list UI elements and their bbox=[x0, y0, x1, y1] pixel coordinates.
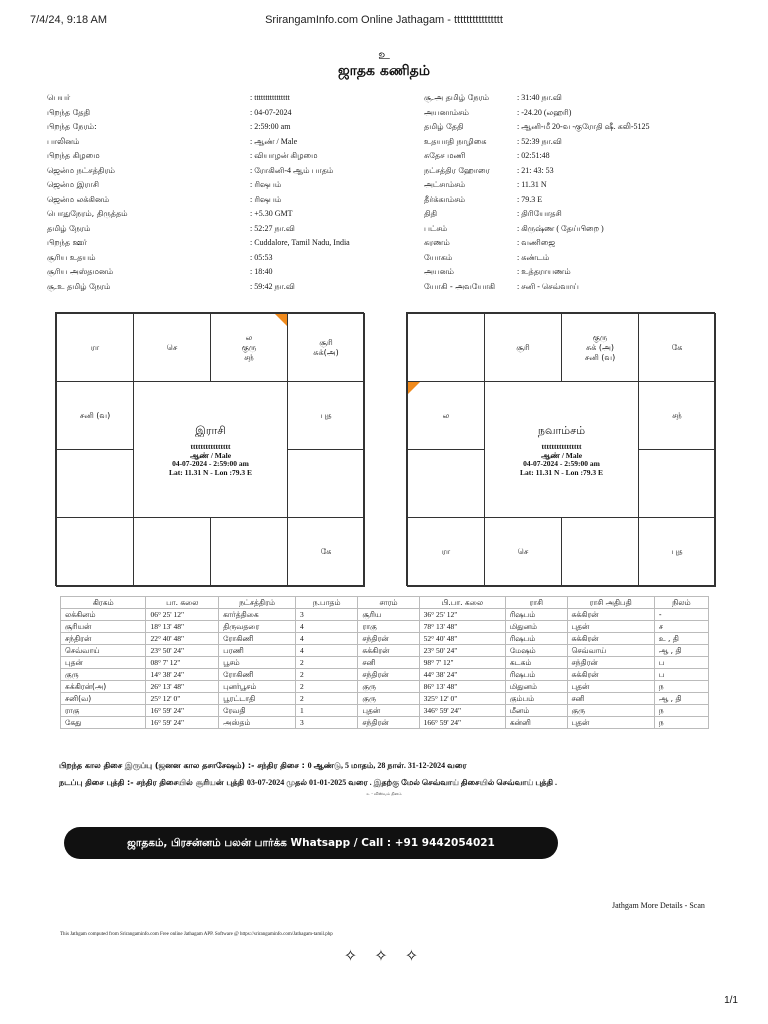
rasi-house-simmam bbox=[287, 449, 365, 518]
table-cell: சுக்கிரன் bbox=[567, 669, 654, 681]
info-label: ஜென்ம நட்சத்திரம் bbox=[47, 165, 115, 175]
table-row bbox=[61, 669, 709, 681]
nav-house-kadagam bbox=[638, 381, 716, 450]
table-cell: ந bbox=[654, 705, 708, 717]
table-cell: செவ்வாய் bbox=[61, 645, 146, 657]
info-value: : ரிஷபம் bbox=[250, 194, 282, 204]
page-number: 1/1 bbox=[724, 995, 738, 1006]
nav-house-mithunam bbox=[638, 313, 716, 382]
column-header: பி.பா. கலை bbox=[419, 597, 505, 609]
footer-note: This Jathgam computed from Srirangaminfo.com Free online Jathagam APP. Software @ https://srirangaminfo.com/Jathagam-tamil.php bbox=[60, 932, 333, 937]
table-cell: சந்திரன் bbox=[358, 633, 419, 645]
rasi-center bbox=[133, 381, 288, 518]
info-value: : 31:40 நா.வி bbox=[517, 93, 562, 102]
table-cell: புதன் bbox=[567, 621, 654, 633]
info-label: நட்சத்திர ஹோரை bbox=[424, 165, 490, 175]
info-value: : 05:53 bbox=[250, 252, 273, 262]
column-header: பா. கலை bbox=[146, 597, 219, 609]
rasi-house-kumbam bbox=[56, 381, 134, 450]
planet-label: ல bbox=[442, 410, 450, 420]
rasi-house-mesham bbox=[133, 313, 211, 382]
planet-label: ரா bbox=[90, 342, 100, 352]
table-cell: 16° 59' 24" bbox=[146, 705, 219, 717]
dasa-current-label: நடப்பு திசை புத்தி :- சந்திர திசையில் சூரியன் புத்தி bbox=[59, 778, 245, 787]
info-row bbox=[47, 207, 350, 222]
heading-symbol: உ bbox=[378, 48, 390, 63]
table-cell: குரு bbox=[567, 705, 654, 717]
planet-label: புத bbox=[671, 547, 683, 556]
table-cell: ஆ , தி bbox=[654, 693, 708, 705]
info-value: : Cuddalore, Tamil Nadu, India bbox=[250, 238, 350, 247]
info-label: அயனம் bbox=[424, 267, 454, 276]
info-label: பொதுநேரம், திருத்தம் bbox=[47, 209, 128, 218]
info-value: : ஆண் / Male bbox=[250, 136, 298, 146]
table-cell: 06° 25' 12" bbox=[146, 609, 219, 621]
table-row bbox=[61, 621, 709, 633]
info-row bbox=[47, 120, 350, 135]
table-row bbox=[61, 717, 709, 729]
info-value: : சனி - செவ்வாய் bbox=[517, 281, 579, 291]
info-row bbox=[424, 193, 650, 208]
table-cell: 1 bbox=[295, 705, 357, 717]
table-cell: 166° 59' 24" bbox=[419, 717, 505, 729]
navamsam-gender: ஆண் / Male bbox=[540, 450, 583, 460]
table-cell: மேஷம் bbox=[505, 645, 567, 657]
lagna-marker bbox=[408, 382, 420, 394]
table-cell: சந்திரன் bbox=[358, 717, 419, 729]
info-row bbox=[47, 91, 350, 106]
planet-label: குரு bbox=[241, 342, 257, 352]
table-cell: ப bbox=[654, 669, 708, 681]
navamsam-datetime: 04-07-2024 - 2:59:00 am bbox=[523, 459, 600, 468]
table-cell: புதன் bbox=[567, 717, 654, 729]
table-cell: சுக்கிரன் bbox=[358, 645, 419, 657]
table-cell: 36° 25' 12" bbox=[419, 609, 505, 621]
info-label: ஜென்ம இராசி bbox=[47, 180, 99, 189]
dasa-balance-value: 0 ஆண்டு, 5 மாதம், 28 நாள். 31-12-2024 வரை bbox=[307, 761, 467, 770]
rasi-house-kadagam bbox=[287, 381, 365, 450]
table-cell: 23° 50' 24" bbox=[419, 645, 505, 657]
table-cell: சூரியன் bbox=[61, 621, 146, 633]
rasi-house-kanni bbox=[287, 517, 365, 587]
info-value: : 18:40 bbox=[250, 267, 273, 276]
table-cell: 16° 59' 24" bbox=[146, 717, 219, 729]
nav-house-viruchigam bbox=[484, 517, 562, 587]
info-row bbox=[47, 149, 350, 164]
table-cell: ரோகிணி bbox=[219, 669, 296, 681]
rasi-person-name: tttttttttttttttt bbox=[190, 442, 231, 451]
info-value: : 02:51:48 bbox=[517, 151, 550, 160]
info-row bbox=[47, 164, 350, 179]
column-header: கிரகம் bbox=[61, 597, 146, 609]
table-cell: புனர்பூசம் bbox=[219, 681, 296, 693]
rasi-datetime: 04-07-2024 - 2:59:00 am bbox=[172, 459, 249, 468]
info-label: பாலினம் bbox=[47, 136, 80, 146]
info-value: : +5.30 GMT bbox=[250, 209, 293, 218]
table-cell: சந்திரன் bbox=[61, 633, 146, 645]
browser-datetime: 7/4/24, 9:18 AM bbox=[30, 14, 108, 26]
decorative-stars-icon: ✧ ✧ ✧ bbox=[343, 946, 425, 965]
table-cell: 3 bbox=[295, 717, 357, 729]
planet-label: ல bbox=[245, 332, 253, 342]
info-label: யோகம் bbox=[424, 252, 453, 262]
info-row bbox=[424, 251, 650, 266]
table-cell: 08° 7' 12" bbox=[146, 657, 219, 669]
table-cell: 346° 59' 24" bbox=[419, 705, 505, 717]
navamsam-person-name: tttttttttttttttt bbox=[541, 442, 582, 451]
table-cell: சனி(வ) bbox=[61, 693, 146, 705]
nav-house-kumbam bbox=[407, 381, 485, 450]
table-cell: ஆ , தி bbox=[654, 645, 708, 657]
table-cell: மிதுனம் bbox=[505, 621, 567, 633]
nav-house-dhanusu bbox=[407, 517, 485, 587]
info-label: சூ.அ தமிழ் நேரம் bbox=[424, 93, 490, 102]
table-cell: சுக்கிரன் bbox=[567, 633, 654, 645]
table-cell: 2 bbox=[295, 657, 357, 669]
table-cell: சனி bbox=[567, 693, 654, 705]
rasi-house-makaram bbox=[56, 449, 134, 518]
rasi-chart bbox=[55, 312, 364, 586]
info-label: பிறந்த ஊர் bbox=[47, 238, 87, 247]
info-row bbox=[424, 106, 650, 121]
info-label: திதி bbox=[424, 209, 438, 218]
table-cell: கேது bbox=[61, 717, 146, 729]
info-label: பிறந்த நேரம்: bbox=[47, 122, 97, 131]
rasi-house-mithunam bbox=[287, 313, 365, 382]
navamsam-center bbox=[484, 381, 639, 518]
rasi-house-meenam bbox=[56, 313, 134, 382]
table-cell: பூசம் bbox=[219, 657, 296, 669]
table-cell: ந bbox=[654, 681, 708, 693]
info-row bbox=[424, 222, 650, 237]
planet-table-header bbox=[61, 597, 709, 609]
table-cell: ந bbox=[654, 717, 708, 729]
info-label: ஜென்ம லக்கினம் bbox=[47, 194, 110, 204]
info-label: தமிழ் தேதி bbox=[424, 122, 464, 131]
info-row bbox=[424, 280, 650, 295]
planet-table bbox=[60, 596, 709, 729]
info-row bbox=[47, 236, 350, 251]
nav-house-rishabam bbox=[561, 313, 639, 382]
table-cell: ரிஷபம் bbox=[505, 669, 567, 681]
info-row bbox=[47, 222, 350, 237]
info-label: சுதேச மணி bbox=[424, 151, 466, 160]
info-right bbox=[424, 91, 650, 294]
table-cell: 78° 13' 48" bbox=[419, 621, 505, 633]
info-label: பிறந்த தேதி bbox=[47, 107, 91, 117]
info-row bbox=[424, 236, 650, 251]
table-cell: புதன் bbox=[61, 657, 146, 669]
info-label: அட்சாம்சம் bbox=[424, 180, 466, 189]
nav-house-kanni bbox=[638, 517, 716, 587]
info-value: : ஆனி-மீ 20-வ -குரோதி ஷீ. கலி-5125 bbox=[517, 122, 650, 131]
table-row bbox=[61, 657, 709, 669]
table-cell: மிதுனம் bbox=[505, 681, 567, 693]
table-cell: 325° 12' 0" bbox=[419, 693, 505, 705]
table-cell: மீனம் bbox=[505, 705, 567, 717]
planet-label: சனி (வ) bbox=[584, 352, 616, 362]
planet-label: குரு bbox=[592, 332, 608, 342]
table-cell: 14° 38' 24" bbox=[146, 669, 219, 681]
table-cell: 2 bbox=[295, 681, 357, 693]
planet-label: சுக்(அ) bbox=[313, 347, 339, 357]
info-label: சூ.உ தமிழ் நேரம் bbox=[47, 281, 111, 291]
info-value: : வணிஜை bbox=[517, 238, 556, 247]
info-value: : ரோகினி-4 ஆம் பாதம் bbox=[250, 165, 334, 175]
info-row bbox=[47, 178, 350, 193]
info-label: பிறந்த கிழமை bbox=[47, 151, 100, 160]
info-label: யோகி - அவயோகி bbox=[424, 281, 496, 291]
table-cell: சந்திரன் bbox=[358, 669, 419, 681]
planet-label: சந் bbox=[672, 410, 682, 420]
table-cell: 98° 7' 12" bbox=[419, 657, 505, 669]
nav-house-meenam bbox=[407, 313, 485, 382]
table-cell: 2 bbox=[295, 693, 357, 705]
table-cell: திருவதரை bbox=[219, 621, 296, 633]
table-cell: குரு bbox=[358, 681, 419, 693]
info-label: தீர்க்காம்சம் bbox=[424, 194, 466, 204]
info-row bbox=[424, 265, 650, 280]
table-row bbox=[61, 693, 709, 705]
nav-house-simmam bbox=[638, 449, 716, 518]
rasi-house-viruchigam bbox=[133, 517, 211, 587]
table-cell: 18° 13' 48" bbox=[146, 621, 219, 633]
rasi-gender: ஆண் / Male bbox=[189, 450, 232, 460]
table-cell: கடகம் bbox=[505, 657, 567, 669]
info-row bbox=[47, 135, 350, 150]
table-row bbox=[61, 681, 709, 693]
info-value: : கிருஷ்ண ( தேய்பிறை ) bbox=[517, 223, 604, 233]
info-value: : 59:42 நா.வி bbox=[250, 281, 295, 291]
info-value: : 52:27 நா.வி bbox=[250, 223, 295, 233]
info-value: : திரியோதசி bbox=[517, 209, 562, 218]
info-label: கரணம் bbox=[424, 238, 450, 247]
lagna-marker bbox=[275, 314, 287, 326]
info-row bbox=[424, 91, 650, 106]
column-header: ராசி bbox=[505, 597, 567, 609]
table-cell: உ , தி bbox=[654, 633, 708, 645]
rasi-house-rishabam bbox=[210, 313, 288, 382]
info-row bbox=[424, 207, 650, 222]
rasi-house-thulam bbox=[210, 517, 288, 587]
rasi-house-dhanusu bbox=[56, 517, 134, 587]
navamsam-latlon: Lat: 11.31 N - Lon :79.3 E bbox=[520, 467, 603, 477]
info-value: : tttttttttttttttt bbox=[250, 93, 290, 102]
rasi-latlon: Lat: 11.31 N - Lon :79.3 E bbox=[169, 467, 252, 477]
column-header: நிலம் bbox=[654, 597, 708, 609]
table-cell: 3 bbox=[295, 609, 357, 621]
info-value: : -24.20 (லஹரி) bbox=[517, 107, 572, 117]
table-cell: ச bbox=[654, 621, 708, 633]
nav-house-makaram bbox=[407, 449, 485, 518]
info-value: : கண்டம் bbox=[517, 252, 550, 262]
table-cell: - bbox=[654, 609, 708, 621]
info-label: அயனாம்சம் bbox=[424, 107, 469, 117]
table-row bbox=[61, 705, 709, 717]
info-value: : 79.3 E bbox=[517, 194, 543, 204]
dasa-balance bbox=[59, 761, 467, 771]
info-value: : ரிஷபம் bbox=[250, 180, 282, 189]
planet-label: ரா bbox=[441, 547, 451, 556]
info-label: பட்சம் bbox=[424, 223, 448, 233]
info-row bbox=[47, 106, 350, 121]
dasa-balance-label: பிறந்த கால திசை இருப்பு (ஜனன கால தசாசேஷம்) :- சந்திர திசை : bbox=[59, 761, 305, 770]
info-value: : 2:59:00 am bbox=[250, 122, 291, 131]
planet-label: புத bbox=[320, 410, 332, 420]
table-cell: 26° 13' 48" bbox=[146, 681, 219, 693]
planet-label: சனி (வ) bbox=[79, 410, 111, 420]
table-cell: கார்த்திகை bbox=[219, 609, 296, 621]
column-header: சாரம் bbox=[358, 597, 419, 609]
info-row bbox=[424, 120, 650, 135]
column-header: ந.பாதம் bbox=[295, 597, 357, 609]
table-cell: ரிஷபம் bbox=[505, 633, 567, 645]
info-value: : 21: 43: 53 bbox=[517, 165, 554, 175]
planet-label: சுக் (அ) bbox=[585, 342, 614, 352]
table-cell: சந்திரன் bbox=[567, 657, 654, 669]
planet-label: செ bbox=[517, 547, 529, 556]
navamsam-title: நவாம்சம் bbox=[537, 424, 586, 437]
table-cell: ரோகிணி bbox=[219, 633, 296, 645]
more-details-scan[interactable]: Jathgam More Details - Scan bbox=[612, 901, 705, 910]
info-row bbox=[47, 280, 350, 295]
planet-label: கே bbox=[320, 547, 332, 556]
info-label: உதயாதி நாழிகை bbox=[424, 136, 487, 146]
table-cell: கும்பம் bbox=[505, 693, 567, 705]
info-value: : 04-07-2024 bbox=[250, 107, 292, 117]
table-cell: ப bbox=[654, 657, 708, 669]
contact-banner[interactable]: ஜாதகம், பிரசன்னம் பலன் பார்க்க Whatsapp / Call : +91 9442054021 bbox=[64, 827, 558, 859]
table-cell: 2 bbox=[295, 669, 357, 681]
table-cell: 4 bbox=[295, 633, 357, 645]
table-cell: 4 bbox=[295, 645, 357, 657]
info-label: சூரிய உதயம் bbox=[47, 252, 96, 262]
table-cell: ரேவதி bbox=[219, 705, 296, 717]
planet-label: செ bbox=[166, 342, 178, 352]
table-cell: பூரட்டாதி bbox=[219, 693, 296, 705]
info-row bbox=[424, 164, 650, 179]
column-header: நட்சத்திரம் bbox=[219, 597, 296, 609]
dasa-current-value: 03-07-2024 முதல் 01-01-2025 வரை . இதற்கு மேல் செவ்வாய் திசையில் செவ்வாய் புத்தி . bbox=[246, 778, 558, 787]
info-value: : 11.31 N bbox=[517, 180, 547, 189]
info-value: : வியாழன் கிழமை bbox=[250, 151, 318, 160]
column-header: ராசி அதிபதி bbox=[567, 597, 654, 609]
table-cell: 86° 13' 48" bbox=[419, 681, 505, 693]
info-label: பெயர் bbox=[47, 93, 71, 102]
table-cell: குரு bbox=[358, 693, 419, 705]
table-cell: சனி bbox=[358, 657, 419, 669]
rasi-title: இராசி bbox=[195, 424, 226, 437]
page-title: ஜாதக கணிதம் bbox=[337, 63, 431, 79]
table-cell: 22° 40' 48" bbox=[146, 633, 219, 645]
table-cell: ராகு bbox=[358, 621, 419, 633]
info-label: சூரிய அஸ்தமனம் bbox=[47, 267, 114, 276]
navamsam-chart bbox=[406, 312, 715, 586]
table-cell: ராகு bbox=[61, 705, 146, 717]
table-row bbox=[61, 609, 709, 621]
table-cell: 44° 38' 24" bbox=[419, 669, 505, 681]
table-cell: ரிஷபம் bbox=[505, 609, 567, 621]
table-cell: குரு bbox=[61, 669, 146, 681]
info-value: : 52:39 நா.வி bbox=[517, 136, 562, 146]
planet-label: சூரி bbox=[319, 337, 333, 347]
table-cell: பரணி bbox=[219, 645, 296, 657]
table-row bbox=[61, 645, 709, 657]
table-cell: சூரிய bbox=[358, 609, 419, 621]
info-left bbox=[47, 91, 350, 294]
table-cell: சுக்கிரன்(அ) bbox=[61, 681, 146, 693]
info-value: : உத்தராயணம் bbox=[517, 267, 571, 276]
table-cell: அஸ்தம் bbox=[219, 717, 296, 729]
table-cell: சுக்கிரன் bbox=[567, 609, 654, 621]
table-cell: கன்னி bbox=[505, 717, 567, 729]
tiny-note: உ - விஸ்வம் தினம் bbox=[366, 791, 402, 796]
table-cell: லக்கினம் bbox=[61, 609, 146, 621]
nav-house-thulam bbox=[561, 517, 639, 587]
info-row bbox=[424, 149, 650, 164]
info-row bbox=[424, 135, 650, 150]
planet-label: சந் bbox=[244, 352, 254, 362]
table-row bbox=[61, 633, 709, 645]
table-cell: 52° 40' 48" bbox=[419, 633, 505, 645]
table-cell: 4 bbox=[295, 621, 357, 633]
table-cell: 25° 12' 0" bbox=[146, 693, 219, 705]
info-row bbox=[424, 178, 650, 193]
planet-label: சூரி bbox=[516, 342, 530, 352]
table-cell: 23° 50' 24" bbox=[146, 645, 219, 657]
planet-label: கே bbox=[671, 342, 683, 352]
info-row bbox=[47, 193, 350, 208]
info-row bbox=[47, 251, 350, 266]
nav-house-mesham bbox=[484, 313, 562, 382]
dasa-current bbox=[59, 778, 557, 788]
table-cell: புதன் bbox=[567, 681, 654, 693]
info-label: தமிழ் நேரம் bbox=[47, 223, 91, 233]
info-row bbox=[47, 265, 350, 280]
table-cell: புதன் bbox=[358, 705, 419, 717]
table-cell: செவ்வாய் bbox=[567, 645, 654, 657]
browser-title: SrirangamInfo.com Online Jathagam - tttttttttttttttt bbox=[265, 14, 503, 26]
